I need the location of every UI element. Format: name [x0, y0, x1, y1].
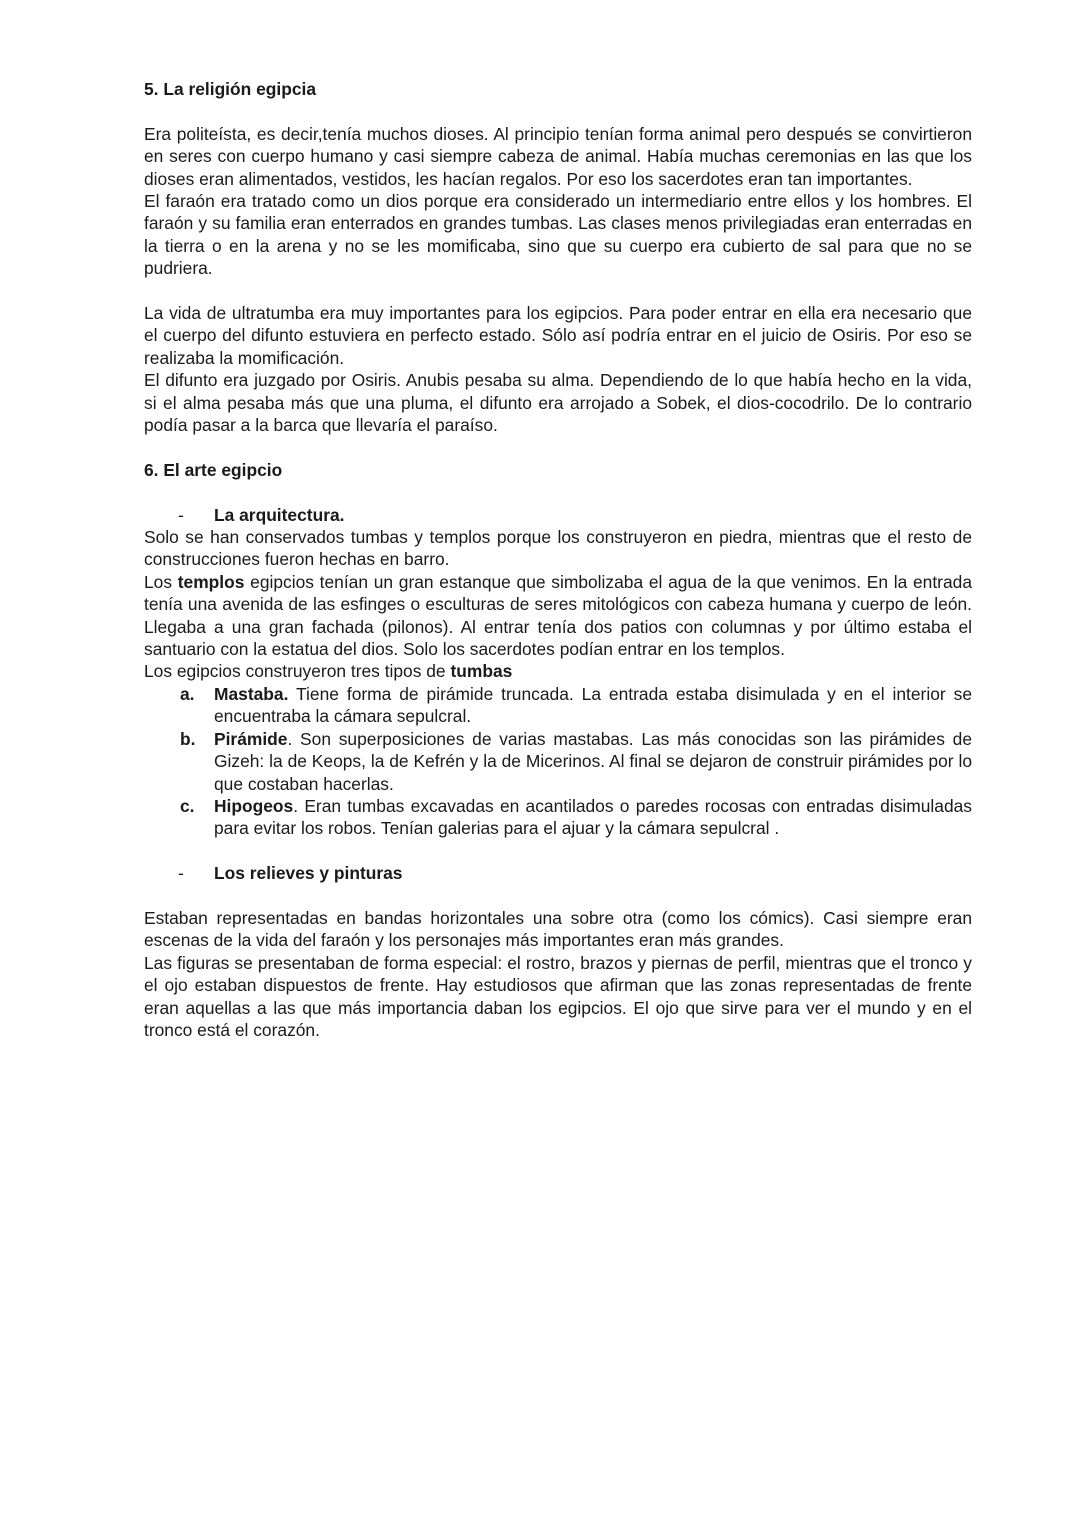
list-marker: c.: [180, 795, 195, 816]
architecture-subheading: [144, 504, 972, 526]
tombs-intro-lead: Los egipcios construyeron tres tipos de: [144, 661, 451, 682]
temples-lead: Los: [144, 571, 178, 592]
tomb-text: . Son superposiciones de varias mastabas. Las más conocidas son las pirámides de Gizeh: la de Keops, la de Kefrén y la de Micerinos. Al final se dejaron de construir pirámides por lo que costaban hacerlas.: [214, 728, 972, 794]
tomb-term: Mastaba.: [214, 683, 289, 704]
temples-text: egipcios tenían un gran estanque que simbolizaba el agua de la que venimos. En la entrada tenía una avenida de las esfinges o esculturas de seres mitológicos con cabeza humana y cuerpo de león. Llegaba a una gran fachada (pilonos). Al entrar tenía dos patios con columnas y por último estaba el santuario con la estatua del dios. Solo los sacerdotes podían entrar en los templos.: [144, 571, 972, 660]
reliefs-subheading: [144, 862, 972, 884]
list-marker: b.: [180, 728, 196, 749]
dash-bullet: -: [178, 504, 184, 525]
tomb-item-piramide: [144, 728, 972, 795]
list-marker: a.: [180, 683, 195, 704]
tomb-text: Tiene forma de pirámide truncada. La entrada estaba disimulada y en el interior se encuentraba la cámara sepulcral.: [214, 683, 972, 727]
dash-bullet: -: [178, 863, 184, 884]
tombs-term: tumbas: [450, 661, 513, 682]
reliefs-paragraph-1: Estaban representadas en bandas horizontales una sobre otra (como los cómics). Casi siempre eran escenas de la vida del faraón y los personajes más importantes eran más grandes.: [144, 907, 972, 951]
tomb-text: . Eran tumbas excavadas en acantilados o paredes rocosas con entradas disimuladas para evitar los robos. Tenían galerias para el ajuar y la cámara sepulcral .: [214, 795, 972, 839]
religion-paragraph-1: Era politeísta, es decir,tenía muchos dioses. Al principio tenían forma animal pero después se convirtieron en seres con cuerpo humano y casi siempre cabeza de animal. Había muchas ceremonias en las que los dioses eran alimentados, vestidos, les hacían regalos. Por eso los sacerdotes eran tan importantes.: [144, 123, 972, 189]
reliefs-paragraph-2: Las figuras se presentaban de forma especial: el rostro, brazos y piernas de perfil, mientras que el tronco y el ojo estaban dispuestos de frente. Hay estudiosos que afirman que las zonas representadas de frente eran aquellas a las que más importancia daban los egipcios. El ojo que sirve para ver el mundo y en el tronco está el corazón.: [144, 952, 972, 1040]
tombs-intro: [144, 660, 972, 682]
section-5-title: 5. La religión egipcia: [144, 79, 317, 99]
temples-paragraph: [144, 571, 972, 661]
religion-paragraph-3: La vida de ultratumba era muy importantes para los egipcios. Para poder entrar en ella era necesario que el cuerpo del difunto estuviera en perfecto estado. Sólo así podría entrar en el juicio de Osiris. Por eso se realizaba la momificación.: [144, 303, 972, 368]
religion-paragraph-4: El difunto era juzgado por Osiris. Anubis pesaba su alma. Dependiendo de lo que había hecho en la vida, si el alma pesaba más que una pluma, el difunto era arrojado a Sobek, el dios-cocodrilo. De lo contrario podía pasar a la barca que llevaría el paraíso.: [144, 370, 972, 436]
section-6-title: 6. El arte egipcio: [144, 459, 283, 480]
architecture-paragraph-1: Solo se han conservados tumbas y templos porque los construyeron en piedra, mientras que el resto de construcciones fueron hechas en barro.: [144, 527, 972, 570]
tomb-term: Hipogeos: [214, 795, 294, 816]
architecture-title: La arquitectura.: [214, 504, 345, 525]
reliefs-title: Los relieves y pinturas: [214, 863, 403, 884]
document-page: [144, 78, 972, 1041]
tomb-item-hipogeos: [144, 795, 972, 840]
temples-term: templos: [177, 571, 245, 592]
religion-paragraph-2: El faraón era tratado como un dios porque era considerado un intermediario entre ellos y los hombres. El faraón y su familia eran enterrados en grandes tumbas. Las clases menos privilegiadas eran enterradas en la tierra o en la arena y no se les momificaba, sino que su cuerpo era cubierto de sal para que no se pudriera.: [144, 191, 972, 279]
tomb-item-mastaba: [144, 683, 972, 728]
tomb-term: Pirámide: [214, 728, 288, 749]
